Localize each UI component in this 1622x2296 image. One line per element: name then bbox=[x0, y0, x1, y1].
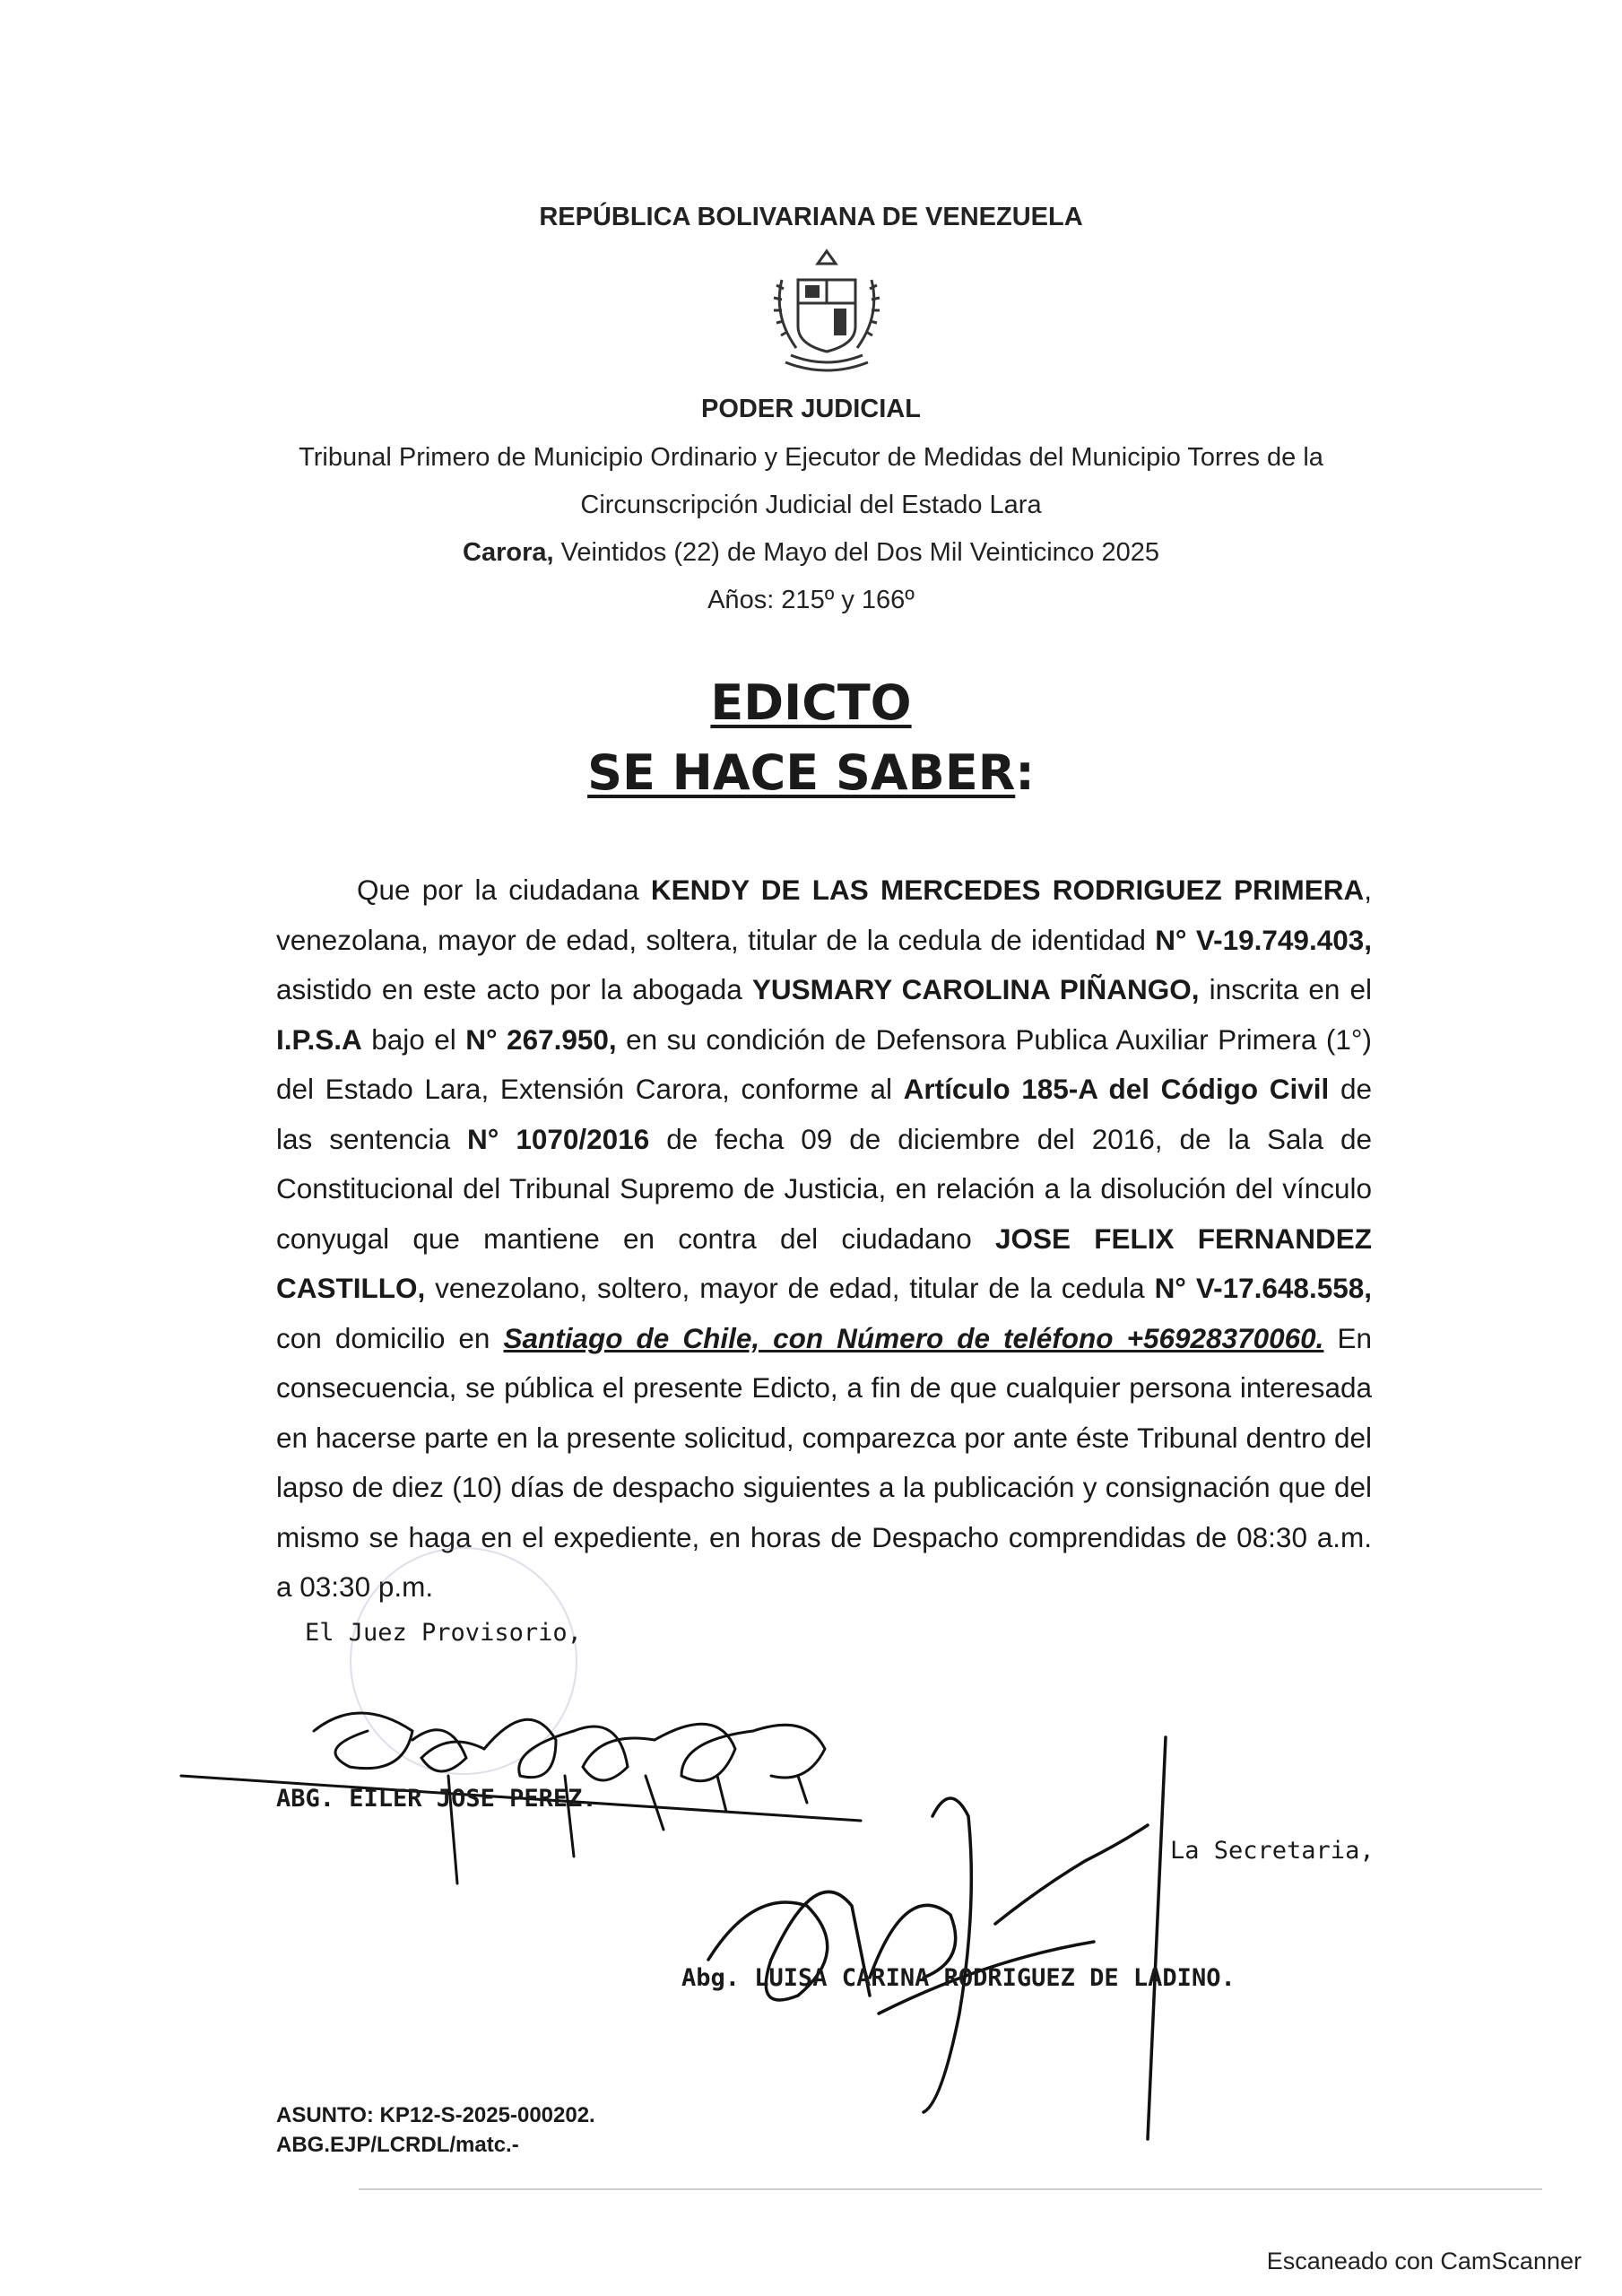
body-text: en su condición de Defensora Publica Auxiliar Primera (1°) del Estado Lara, Extensión Carora, conforme al bbox=[276, 1022, 1372, 1105]
respondent-id: N° V-17.648.558, bbox=[1154, 1272, 1373, 1304]
ipsa-number: N° 267.950, bbox=[465, 1022, 617, 1056]
body-text: de fecha 09 de diciembre del 2016, de la Sala de Constitucional del Tribunal Supremo de Justicia, en relación a la disolución del vínculo conyugal que mantiene en contra del ciudadano bbox=[276, 1122, 1373, 1255]
body-text: En consecuencia, se pública el presente Edicto, a fin de que cualquier persona interesada en hacerse parte en la presente solicitud, comparezca por ante éste Tribunal dentro del lapso de diez (10) días de despacho siguientes a la publicación y consignación que del mismo se haga en el expediente, en horas de Despacho comprendidas de 08:30 a.m. a 03:30 p.m. bbox=[276, 1321, 1372, 1603]
court-name-line-1: Tribunal Primero de Municipio Ordinario y Ejecutor de Medidas del Municipio Torres de la bbox=[299, 443, 1323, 472]
years-line: Años: 215º y 166º bbox=[707, 586, 915, 614]
body-text: venezolano, soltero, mayor de edad, titular de la cedula bbox=[425, 1272, 1155, 1304]
petitioner-name: KENDY DE LAS MERCEDES RODRIGUEZ PRIMERA bbox=[650, 874, 1365, 906]
date-text: Veintidos (22) de Mayo del Dos Mil Veinticinco 2025 bbox=[560, 538, 1159, 567]
civil-code-article: Artículo 185-A del Código Civil bbox=[903, 1073, 1330, 1105]
case-number: ASUNTO: KP12-S-2025-000202. bbox=[276, 2103, 595, 2127]
sentence-number: N° 1070/2016 bbox=[467, 1122, 650, 1155]
ipsa-label: I.P.S.A bbox=[276, 1022, 362, 1056]
respondent-address-phone: Santiago de Chile, con Número de teléfono +56928370060. bbox=[503, 1321, 1324, 1354]
secretary-title: La Secretaria, bbox=[1170, 1837, 1375, 1865]
judge-title: El Juez Provisorio, bbox=[305, 1619, 582, 1647]
edict-body bbox=[276, 865, 1372, 1613]
camscanner-watermark: Escaneado con CamScanner bbox=[1266, 2248, 1582, 2274]
date-line bbox=[0, 538, 1622, 568]
se-hace-saber-title bbox=[0, 744, 1622, 801]
attorney-name: YUSMARY CAROLINA PIÑANGO, bbox=[751, 973, 1200, 1005]
body-text: inscrita en el bbox=[1199, 973, 1372, 1005]
reference-initials: ABG.EJP/LCRDL/matc.- bbox=[276, 2133, 519, 2157]
branch-heading: PODER JUDICIAL bbox=[701, 395, 921, 423]
edicto-title: EDICTO bbox=[710, 674, 912, 731]
respondent-name: JOSE FELIX FERNANDEZ CASTILLO, bbox=[276, 1222, 1373, 1304]
se-hace-saber-colon: : bbox=[1015, 744, 1035, 801]
bottom-divider bbox=[359, 2188, 1542, 2190]
se-hace-saber-text: SE HACE SABER bbox=[587, 744, 1016, 801]
court-name-line-2: Circunscripción Judicial del Estado Lara bbox=[580, 491, 1042, 519]
body-text: , venezolana, mayor de edad, soltera, titular de la cedula de identidad bbox=[276, 874, 1372, 956]
country-heading: REPÚBLICA BOLIVARIANA DE VENEZUELA bbox=[539, 203, 1083, 231]
body-text: con domicilio en bbox=[276, 1321, 504, 1354]
secretary-signature bbox=[699, 1726, 1201, 2148]
judge-name: ABG. EILER JOSE PEREZ. bbox=[276, 1785, 597, 1813]
venezuela-coat-of-arms-icon bbox=[764, 244, 889, 377]
secretary-name: Abg. LUISA CARINA RODRIGUEZ DE LADINO. bbox=[681, 1964, 1236, 1992]
body-text: de las sentencia bbox=[276, 1073, 1372, 1155]
body-text: bajo el bbox=[361, 1022, 466, 1056]
petitioner-id: N° V-19.749.403, bbox=[1155, 923, 1373, 956]
date-place: Carora, bbox=[463, 538, 554, 567]
body-text: asistido en este acto por la abogada bbox=[276, 973, 752, 1005]
body-text: Que por la ciudadana bbox=[357, 874, 651, 906]
